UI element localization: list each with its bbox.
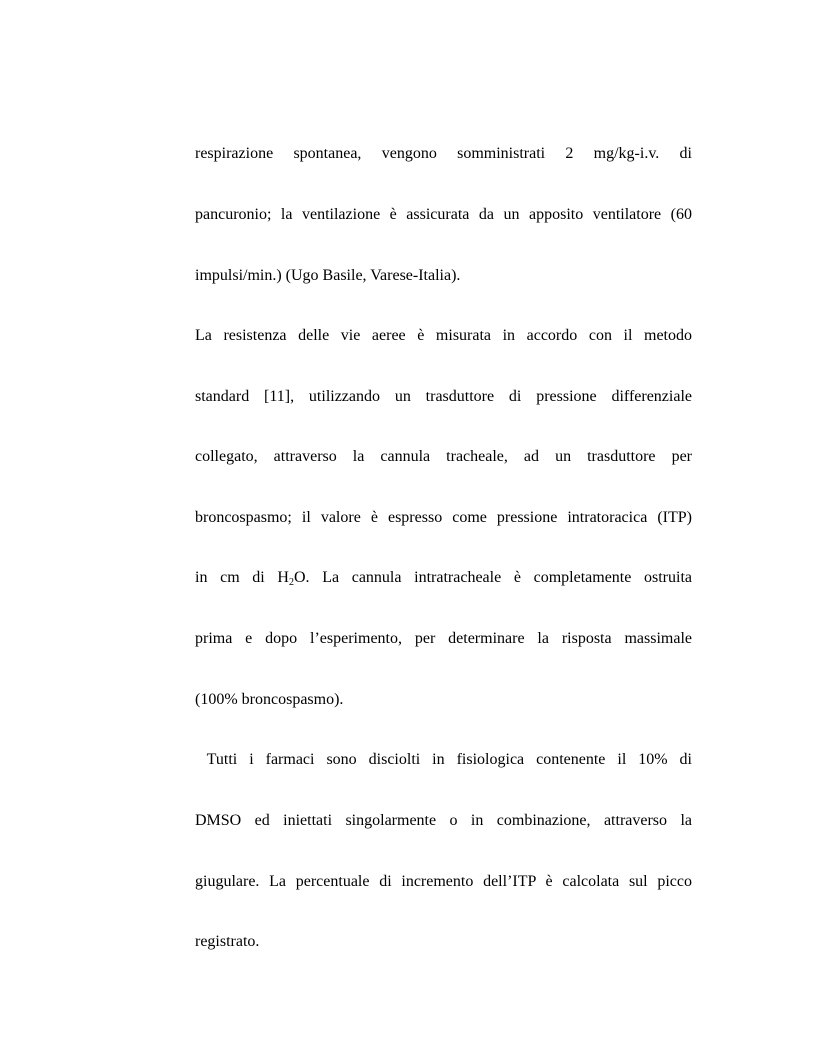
text-line: giugulare. La percentuale di incremento dell’ITP è calcolata sul picco [195, 873, 692, 890]
text-line: DMSO ed iniettati singolarmente o in combinazione, attraverso la [195, 812, 692, 829]
text-segment: Tutti i farmaci sono disciolti in fisiologica contenente il 10% di [195, 751, 692, 768]
text-line: impulsi/min.) (Ugo Basile, Varese-Italia). [195, 267, 461, 284]
text-line: broncospasmo; il valore è espresso come pressione intratoracica (ITP) [195, 509, 692, 526]
text-line: (100% broncospasmo). [195, 691, 344, 708]
text-line: respirazione spontanea, vengono somministrati 2 mg/kg-i.v. di [195, 145, 692, 162]
subscript: 2 [288, 577, 294, 588]
text-line: standard [11], utilizzando un trasduttore di pressione differenziale [195, 388, 692, 405]
text-line: registrato. [195, 933, 260, 950]
text-line: pancuronio; la ventilazione è assicurata da un apposito ventilatore (60 [195, 206, 692, 223]
text-segment: in cm di H [195, 569, 289, 586]
text-segment: O. La cannula intratracheale è completamente ostruita [293, 569, 692, 586]
text-line-with-formula [195, 568, 692, 588]
text-line: collegato, attraverso la cannula tracheale, ad un trasduttore per [195, 448, 692, 465]
text-line: prima e dopo l’esperimento, per determinare la risposta massimale [195, 630, 692, 647]
text-line [195, 750, 692, 770]
text-line: La resistenza delle vie aeree è misurata in accordo con il metodo [195, 327, 692, 344]
